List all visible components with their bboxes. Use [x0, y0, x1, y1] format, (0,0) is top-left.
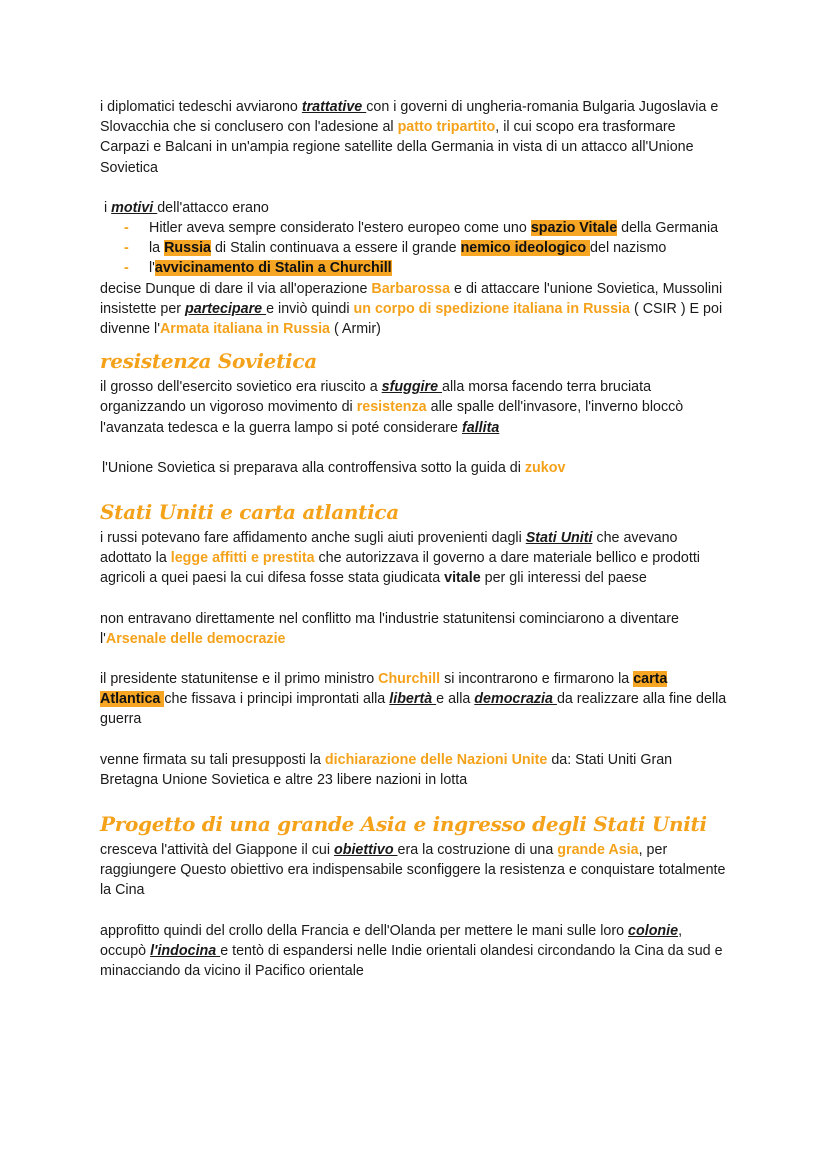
- text: ( CSIR ) E poi divenne l': [100, 300, 723, 338]
- keyword-patto-tripartito: patto tripartito: [397, 119, 496, 136]
- text: i russi potevano fare affidamento anche sugli aiuti provenienti dagli: [100, 530, 526, 547]
- keyword-armir: Armata italiana in Russia: [159, 321, 331, 338]
- barbarossa-paragraph: [100, 279, 728, 340]
- text: i: [104, 199, 112, 216]
- text: l'Unione Sovietica si preparava alla controffensiva sotto la guida di: [102, 459, 525, 476]
- keyword-motivi: motivi: [111, 199, 158, 216]
- keyword-trattative: trattative: [301, 99, 367, 115]
- giappone-paragraph: [100, 840, 728, 901]
- keyword-legge-affitti: legge affitti e prestita: [170, 550, 315, 567]
- list-item: [100, 218, 728, 238]
- text: e tentò di espandersi nelle Indie orientali olandesi circondando la Cina da sud e minacciando da vicino il Pacifico orientale: [100, 942, 723, 980]
- text: e di attaccare l'unione Sovietica, Mussolini insistette per: [100, 280, 723, 317]
- text: Hitler aveva sempre considerato l'estero europeo come uno: [149, 220, 531, 237]
- text: non entravano direttamente nel conflitto ma l'industrie statunitensi cominciarono a diventare l': [100, 610, 679, 647]
- dash-bullet: -: [124, 240, 129, 257]
- list-item: [100, 258, 728, 278]
- section-heading-stati-uniti: Stati Uniti e carta atlantica: [100, 500, 399, 525]
- motivi-list: [100, 218, 728, 279]
- keyword-indocina: l'indocina: [150, 942, 221, 959]
- dash-bullet: -: [124, 260, 129, 277]
- text: decise Dunque di dare il via all'operazione: [100, 280, 372, 297]
- highlight-nemico-ideologico: nemico ideologico: [460, 240, 591, 257]
- text: e alla: [436, 691, 475, 708]
- keyword-colonie: colonie: [628, 922, 679, 939]
- keyword-stati-uniti: Stati Uniti: [525, 530, 593, 547]
- highlight-spazio-vitale: spazio Vitale: [530, 220, 618, 237]
- carta-atlantica-paragraph: [100, 669, 728, 730]
- text: era la costruzione di una: [397, 842, 558, 859]
- text: per gli interessi del paese: [480, 570, 647, 587]
- resistenza-paragraph: [100, 377, 728, 438]
- keyword-sfuggire: sfuggire: [381, 379, 443, 396]
- text: l': [149, 260, 155, 277]
- section-heading-resistenza: resistenza Sovietica: [100, 349, 317, 374]
- text: approfitto quindi del crollo della Francia e dell'Olanda per mettere le mani sulle loro: [100, 922, 629, 939]
- aiuti-paragraph: [100, 528, 728, 589]
- text: che autorizzava il governo a dare materiale bellico e prodotti agricoli a quei paesi la cui difesa fosse stata giudicata: [100, 550, 700, 587]
- keyword-obiettivo: obiettivo: [333, 842, 398, 859]
- text: alla morsa facendo terra bruciata organizzando un vigoroso movimento di: [100, 379, 652, 416]
- keyword-csir: un corpo di spedizione italiana in Russia: [353, 300, 630, 317]
- text: e inviò quindi: [266, 300, 354, 317]
- intro-paragraph: [100, 97, 728, 178]
- text: il grosso dell'esercito sovietico era riuscito a: [100, 379, 382, 396]
- keyword-grande-asia: grande Asia: [557, 842, 639, 859]
- keyword-nazioni-unite: dichiarazione delle Nazioni Unite: [324, 751, 548, 768]
- text: cresceva l'attività del Giappone il cui: [100, 842, 334, 859]
- highlight-carta-atlantica: carta Atlantica: [100, 671, 668, 708]
- text: , il cui scopo era trasformare Carpazi e Balcani in un'ampia regione satellite della Germania in vista di un attacco all'Unione Sovietica: [100, 119, 694, 176]
- list-item: [100, 238, 728, 258]
- keyword-vitale: vitale: [444, 570, 481, 587]
- text: alle spalle dell'invasore, l'inverno bloccò l'avanzata tedesca e la guerra lampo si poté considerare: [100, 399, 684, 436]
- text: i diplomatici tedeschi avviarono: [100, 99, 302, 115]
- keyword-fallita: fallita: [461, 419, 500, 436]
- colonie-paragraph: [100, 921, 728, 982]
- keyword-arsenale: Arsenale delle democrazie: [105, 630, 286, 647]
- keyword-resistenza: resistenza: [356, 399, 427, 416]
- keyword-barbarossa: Barbarossa: [371, 280, 451, 297]
- text: del nazismo: [590, 240, 667, 257]
- keyword-zukov: zukov: [524, 459, 566, 476]
- text: si incontrarono e firmarono la: [440, 671, 634, 688]
- text: la: [149, 240, 165, 257]
- text: che avevano adottato la: [100, 530, 678, 567]
- text: venne firmata su tali presupposti la: [100, 751, 325, 768]
- text: della Germania: [617, 220, 719, 237]
- motivi-intro: [100, 198, 728, 218]
- text: ( Armir): [330, 321, 381, 338]
- arsenale-paragraph: [100, 609, 728, 649]
- section-heading-grande-asia: Progetto di una grande Asia e ingresso degli Stati Uniti: [100, 812, 707, 837]
- keyword-democrazia: democrazia: [474, 691, 557, 708]
- dash-bullet: -: [124, 220, 129, 237]
- keyword-churchill: Churchill: [378, 671, 441, 688]
- text: di Stalin continuava a essere il grande: [211, 240, 461, 257]
- highlight-avvicinamento: avvicinamento di Stalin a Churchill: [154, 260, 392, 277]
- text: da: Stati Uniti Gran Bretagna Unione Sovietica e altre 23 libere nazioni in lotta: [100, 751, 673, 788]
- text: , per raggiungere Questo obiettivo era indispensabile sconfiggere la resistenza e conquistare totalmente la Cina: [100, 842, 726, 899]
- text: con i governi di ungheria-romania Bulgaria Jugoslavia e Slovacchia che si conclusero con l'adesione al: [100, 99, 719, 136]
- keyword-partecipare: partecipare: [185, 300, 267, 317]
- text: , occupò: [100, 922, 683, 959]
- highlight-russia: Russia: [164, 240, 211, 257]
- controffensiva-paragraph: [100, 458, 728, 478]
- text: da realizzare alla fine della guerra: [100, 691, 727, 728]
- text: che fissava i principi improntati alla: [164, 691, 390, 708]
- text: il presidente statunitense e il primo ministro: [100, 671, 379, 688]
- keyword-liberta: libertà: [389, 691, 437, 708]
- text: dell'attacco erano: [157, 199, 269, 216]
- nazioni-unite-paragraph: [100, 750, 728, 790]
